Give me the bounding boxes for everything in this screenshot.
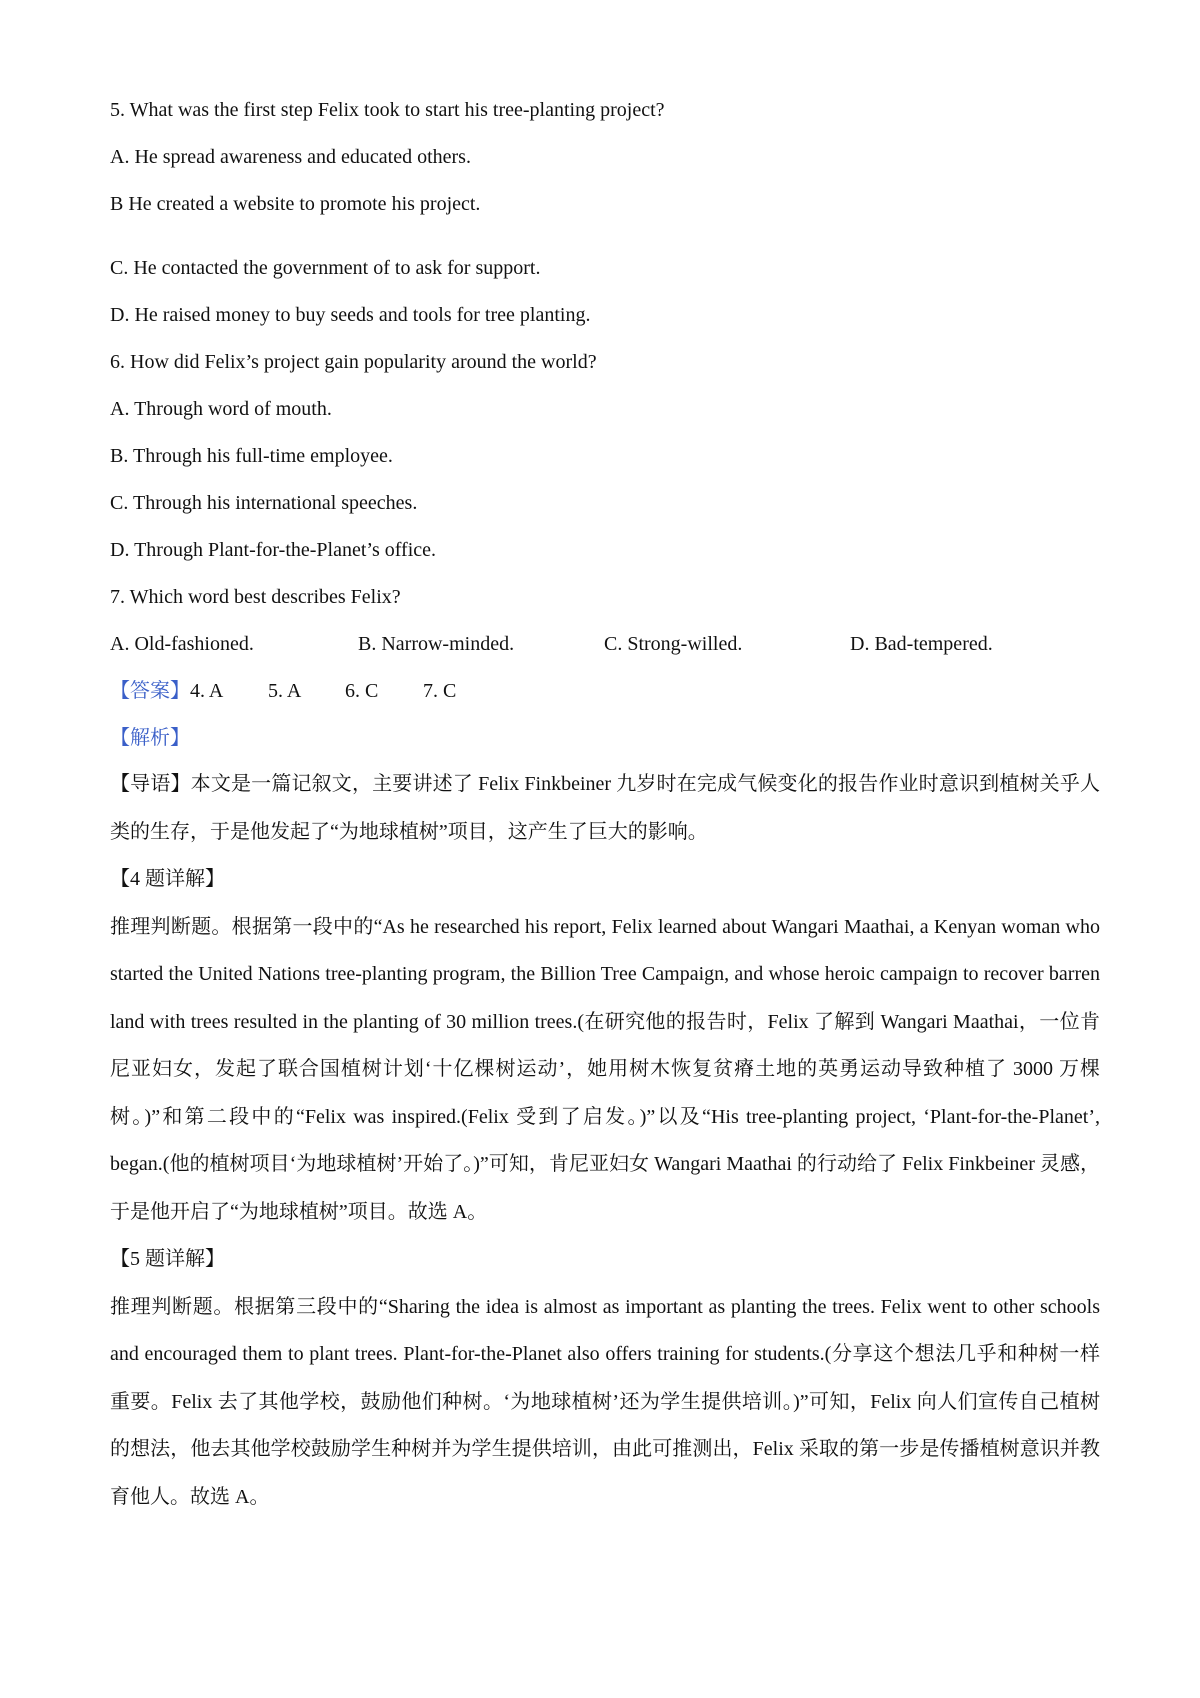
question-7-option-a: A. Old-fashioned.: [110, 633, 254, 655]
question-6-option-b: B. Through his full-time employee.: [110, 445, 393, 467]
question-7-options: [110, 630, 1100, 658]
analysis-label: 【解析】: [110, 727, 190, 749]
detail-5-paragraph: 推理判断题。根据第三段中的“Sharing the idea is almost as important as planting the trees. Felix went to other schools and encouraged them to plant trees. Plant-for-the-Planet also offers training for students.(分享这个想法几乎和种树一样重要。Felix 去了其他学校，鼓励他们种树。‘为地球植树’还为学生提供培训。)”可知，Felix 向人们宣传自己植树的想法，他去其他学校鼓励学生种树并为学生提供培训，由此可推测出，Felix 采取的第一步是传播植树意识并教育他人。故选 A。: [110, 1295, 1100, 1508]
question-6-option-a: A. Through word of mouth.: [110, 398, 332, 420]
detail-4-paragraph: 推理判断题。根据第一段中的“As he researched his report, Felix learned about Wangari Maathai, a Kenyan woman who started the United Nations tree-planting program, the Billion Tree Campaign, and whose heroic campaign to recover barren land with trees resulted in the planting of 30 million trees.(在研究他的报告时，Felix 了解到 Wangari Maathai，一位肯尼亚妇女，发起了联合国植树计划‘十亿棵树运动’，她用树木恢复贫瘠土地的英勇运动导致种植了 3000 万棵树。)”和第二段中的“Felix was inspired.(Felix 受到了启发。)”以及“His tree-planting project, ‘Plant-for-the-Planet’, began.(他的植树项目‘为地球植树’开始了。)”可知，肯尼亚妇女 Wangari Maathai 的行动给了 Felix Finkbeiner 灵感，于是他开启了“为地球植树”项目。故选 A。: [110, 915, 1100, 1223]
answer-value: 6. C: [345, 680, 379, 702]
answer-label: 【答案】: [110, 680, 190, 702]
detail-4-heading: 【4 题详解】: [110, 868, 225, 890]
question-7-option-b: B. Narrow-minded.: [358, 633, 515, 655]
question-5-option-d: D. He raised money to buy seeds and tools for tree planting.: [110, 304, 591, 326]
question-5-option-b: B He created a website to promote his project.: [110, 193, 481, 215]
question-5-option-a: A. He spread awareness and educated others.: [110, 146, 471, 168]
question-5-option-c: C. He contacted the government of to ask for support.: [110, 257, 541, 279]
answer-value: 4. A: [190, 680, 224, 702]
question-5-stem: 5. What was the first step Felix took to start his tree-planting project?: [110, 99, 665, 121]
detail-5-heading: 【5 题详解】: [110, 1248, 225, 1270]
answer-value: 7. C: [423, 680, 457, 702]
question-6-stem: 6. How did Felix’s project gain popularity around the world?: [110, 351, 597, 373]
question-7-option-c: C. Strong-willed.: [604, 633, 743, 655]
answer-line: [110, 677, 1100, 705]
document-page: [110, 96, 1100, 1521]
question-6-option-c: C. Through his international speeches.: [110, 492, 418, 514]
question-6-option-d: D. Through Plant-for-the-Planet’s office.: [110, 539, 437, 561]
intro-paragraph: 【导语】本文是一篇记叙文，主要讲述了 Felix Finkbeiner 九岁时在完成气候变化的报告作业时意识到植树关乎人类的生存，于是他发起了“为地球植树”项目，这产生了巨大的影响。: [110, 773, 1100, 843]
question-7-stem: 7. Which word best describes Felix?: [110, 586, 401, 608]
answer-value: 5. A: [268, 680, 302, 702]
question-7-option-d: D. Bad-tempered.: [850, 633, 993, 655]
